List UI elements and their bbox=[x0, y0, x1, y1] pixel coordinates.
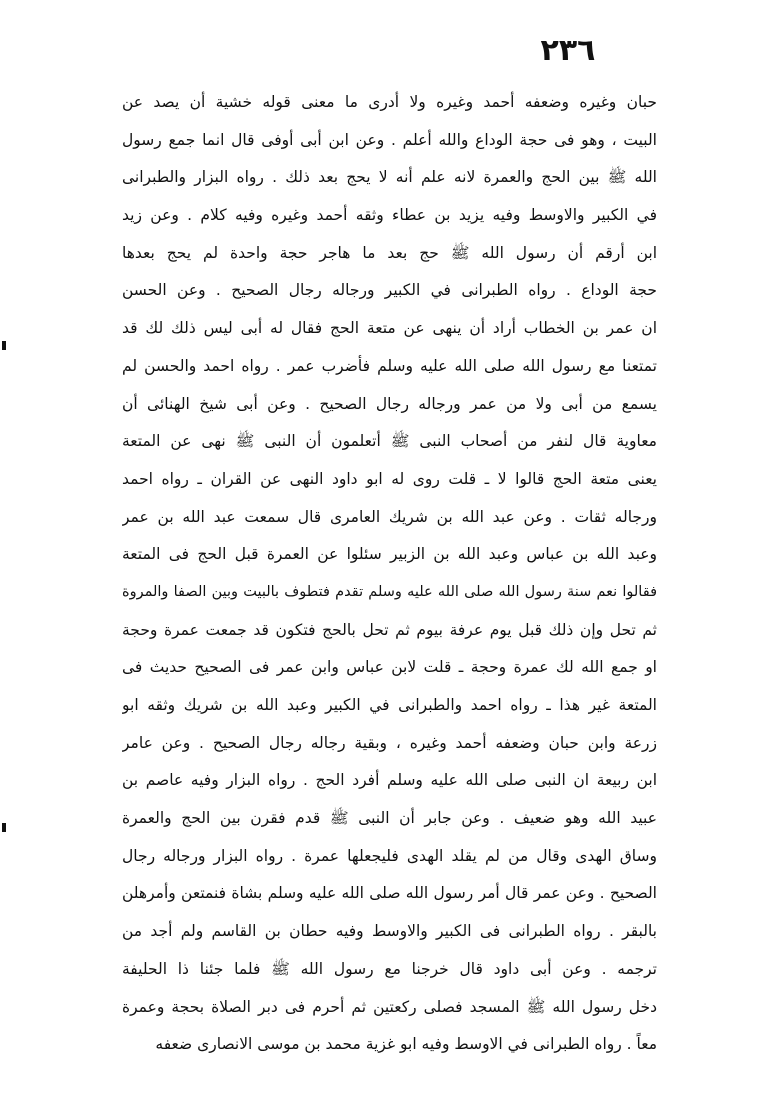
text-line: الله ﷺ بين الحج والعمرة لانه علم أنه لا يحج بعد ذلك . رواه البزار والطبرانى bbox=[122, 168, 657, 187]
text-line: ان عمر بن الخطاب أراد أن ينهى عن متعة الحج فقال له أبى ليس ذلك لك قد bbox=[122, 319, 657, 338]
text-line: ابن أرقم أن رسول الله ﷺ حج بعد ما هاجر حجة واحدة لم يحج بعدها bbox=[122, 243, 657, 262]
text-line: فقالوا نعم سنة رسول الله صلى الله عليه وسلم تقدم فتطوف بالبيت وبين الصفا والمروة bbox=[122, 583, 657, 600]
text-line: المتعة غير هذا ـ رواه احمد والطبرانى في الكبير وعبد الله بن شريك وثقه ابو bbox=[122, 696, 657, 714]
text-line: زرعة وابن حبان وضعفه أحمد وغيره ، وبقية رجاله رجال الصحيح . وعن عامر bbox=[122, 733, 657, 752]
text-line: ثم تحل وإن ذلك قبل يوم عرفة بيوم ثم تحل بالحج فتكون قد جمعت عمرة وحجة bbox=[122, 620, 657, 639]
text-line: البيت ، وهو فى حجة الوداع والله أعلم . وعن ابن أبى أوفى قال انما جمع رسول bbox=[122, 130, 657, 149]
text-line: وساق الهدى وقال من لم يقلد الهدى فليجعلها عمرة . رواه البزار ورجاله رجال bbox=[122, 846, 657, 865]
margin-mark bbox=[2, 341, 6, 350]
text-line: في الكبير والاوسط وفيه يزيد بن عطاء وثقه أحمد وغيره وفيه كلام . وعن زيد bbox=[122, 206, 657, 225]
text-line: يعنى متعة الحج قالوا لا ـ قلت روى له ابو داود النهى عن القران ـ رواه احمد bbox=[122, 469, 657, 488]
text-line: وعبد الله بن عباس وعبد الله بن الزبير سئلوا عن العمرة قبل الحج فى المتعة bbox=[122, 545, 657, 564]
text-line: ورجاله ثقات . وعن عبد الله بن شريك العامرى قال سمعت عبد الله بن عمر bbox=[122, 507, 657, 526]
text-line: يسمع من أبى ولا من عمر ورجاله رجال الصحيح . وعن أبى شيخ الهنائى أن bbox=[122, 394, 657, 413]
text-line: بالبقر . رواه الطبرانى فى الكبير والاوسط وفيه حطان بن القاسم ولم أجد من bbox=[122, 922, 657, 941]
body-text bbox=[122, 84, 657, 1064]
text-line: ترجمه . وعن أبى داود قال خرجنا مع رسول الله ﷺ فلما جئنا ذا الحليفة bbox=[122, 959, 657, 978]
text-line: معاً . رواه الطبرانى في الاوسط وفيه ابو غزية محمد بن موسى الانصارى ضعفه bbox=[155, 1035, 657, 1054]
text-line: معاوية قال لنفر من أصحاب النبى ﷺ أتعلمون أن النبى ﷺ نهى عن المتعة bbox=[122, 432, 657, 451]
text-line: ابن ربيعة ان النبى صلى الله عليه وسلم أفرد الحج . رواه البزار وفيه عاصم بن bbox=[122, 771, 657, 790]
text-line: الصحيح . وعن عمر قال أمر رسول الله صلى الله عليه وسلم بشاة فنمتعن وأمرهلن bbox=[122, 884, 657, 903]
text-line: او جمع الله لك عمرة وحجة ـ قلت لابن عباس وابن عمر فى الصحيح حديث فى bbox=[122, 658, 657, 677]
page-number: ٢٣٦ bbox=[540, 33, 596, 68]
text-line: حبان وغيره وضعفه أحمد وغيره ولا أدرى ما معنى قوله خشية أن يصد عن bbox=[122, 93, 657, 111]
text-line: عبيد الله وهو ضعيف . وعن جابر أن النبى ﷺ قدم فقرن بين الحج والعمرة bbox=[122, 809, 657, 828]
margin-mark bbox=[2, 823, 6, 832]
text-line: حجة الوداع . رواه الطبرانى في الكبير ورجاله رجال الصحيح . وعن الحسن bbox=[122, 281, 657, 300]
text-line: دخل رسول الله ﷺ المسجد فصلى ركعتين ثم أحرم فى دبر الصلاة بحجة وعمرة bbox=[122, 997, 657, 1016]
text-line: تمتعنا مع رسول الله صلى الله عليه وسلم فأضرب عمر . رواه احمد والحسن لم bbox=[122, 356, 657, 375]
